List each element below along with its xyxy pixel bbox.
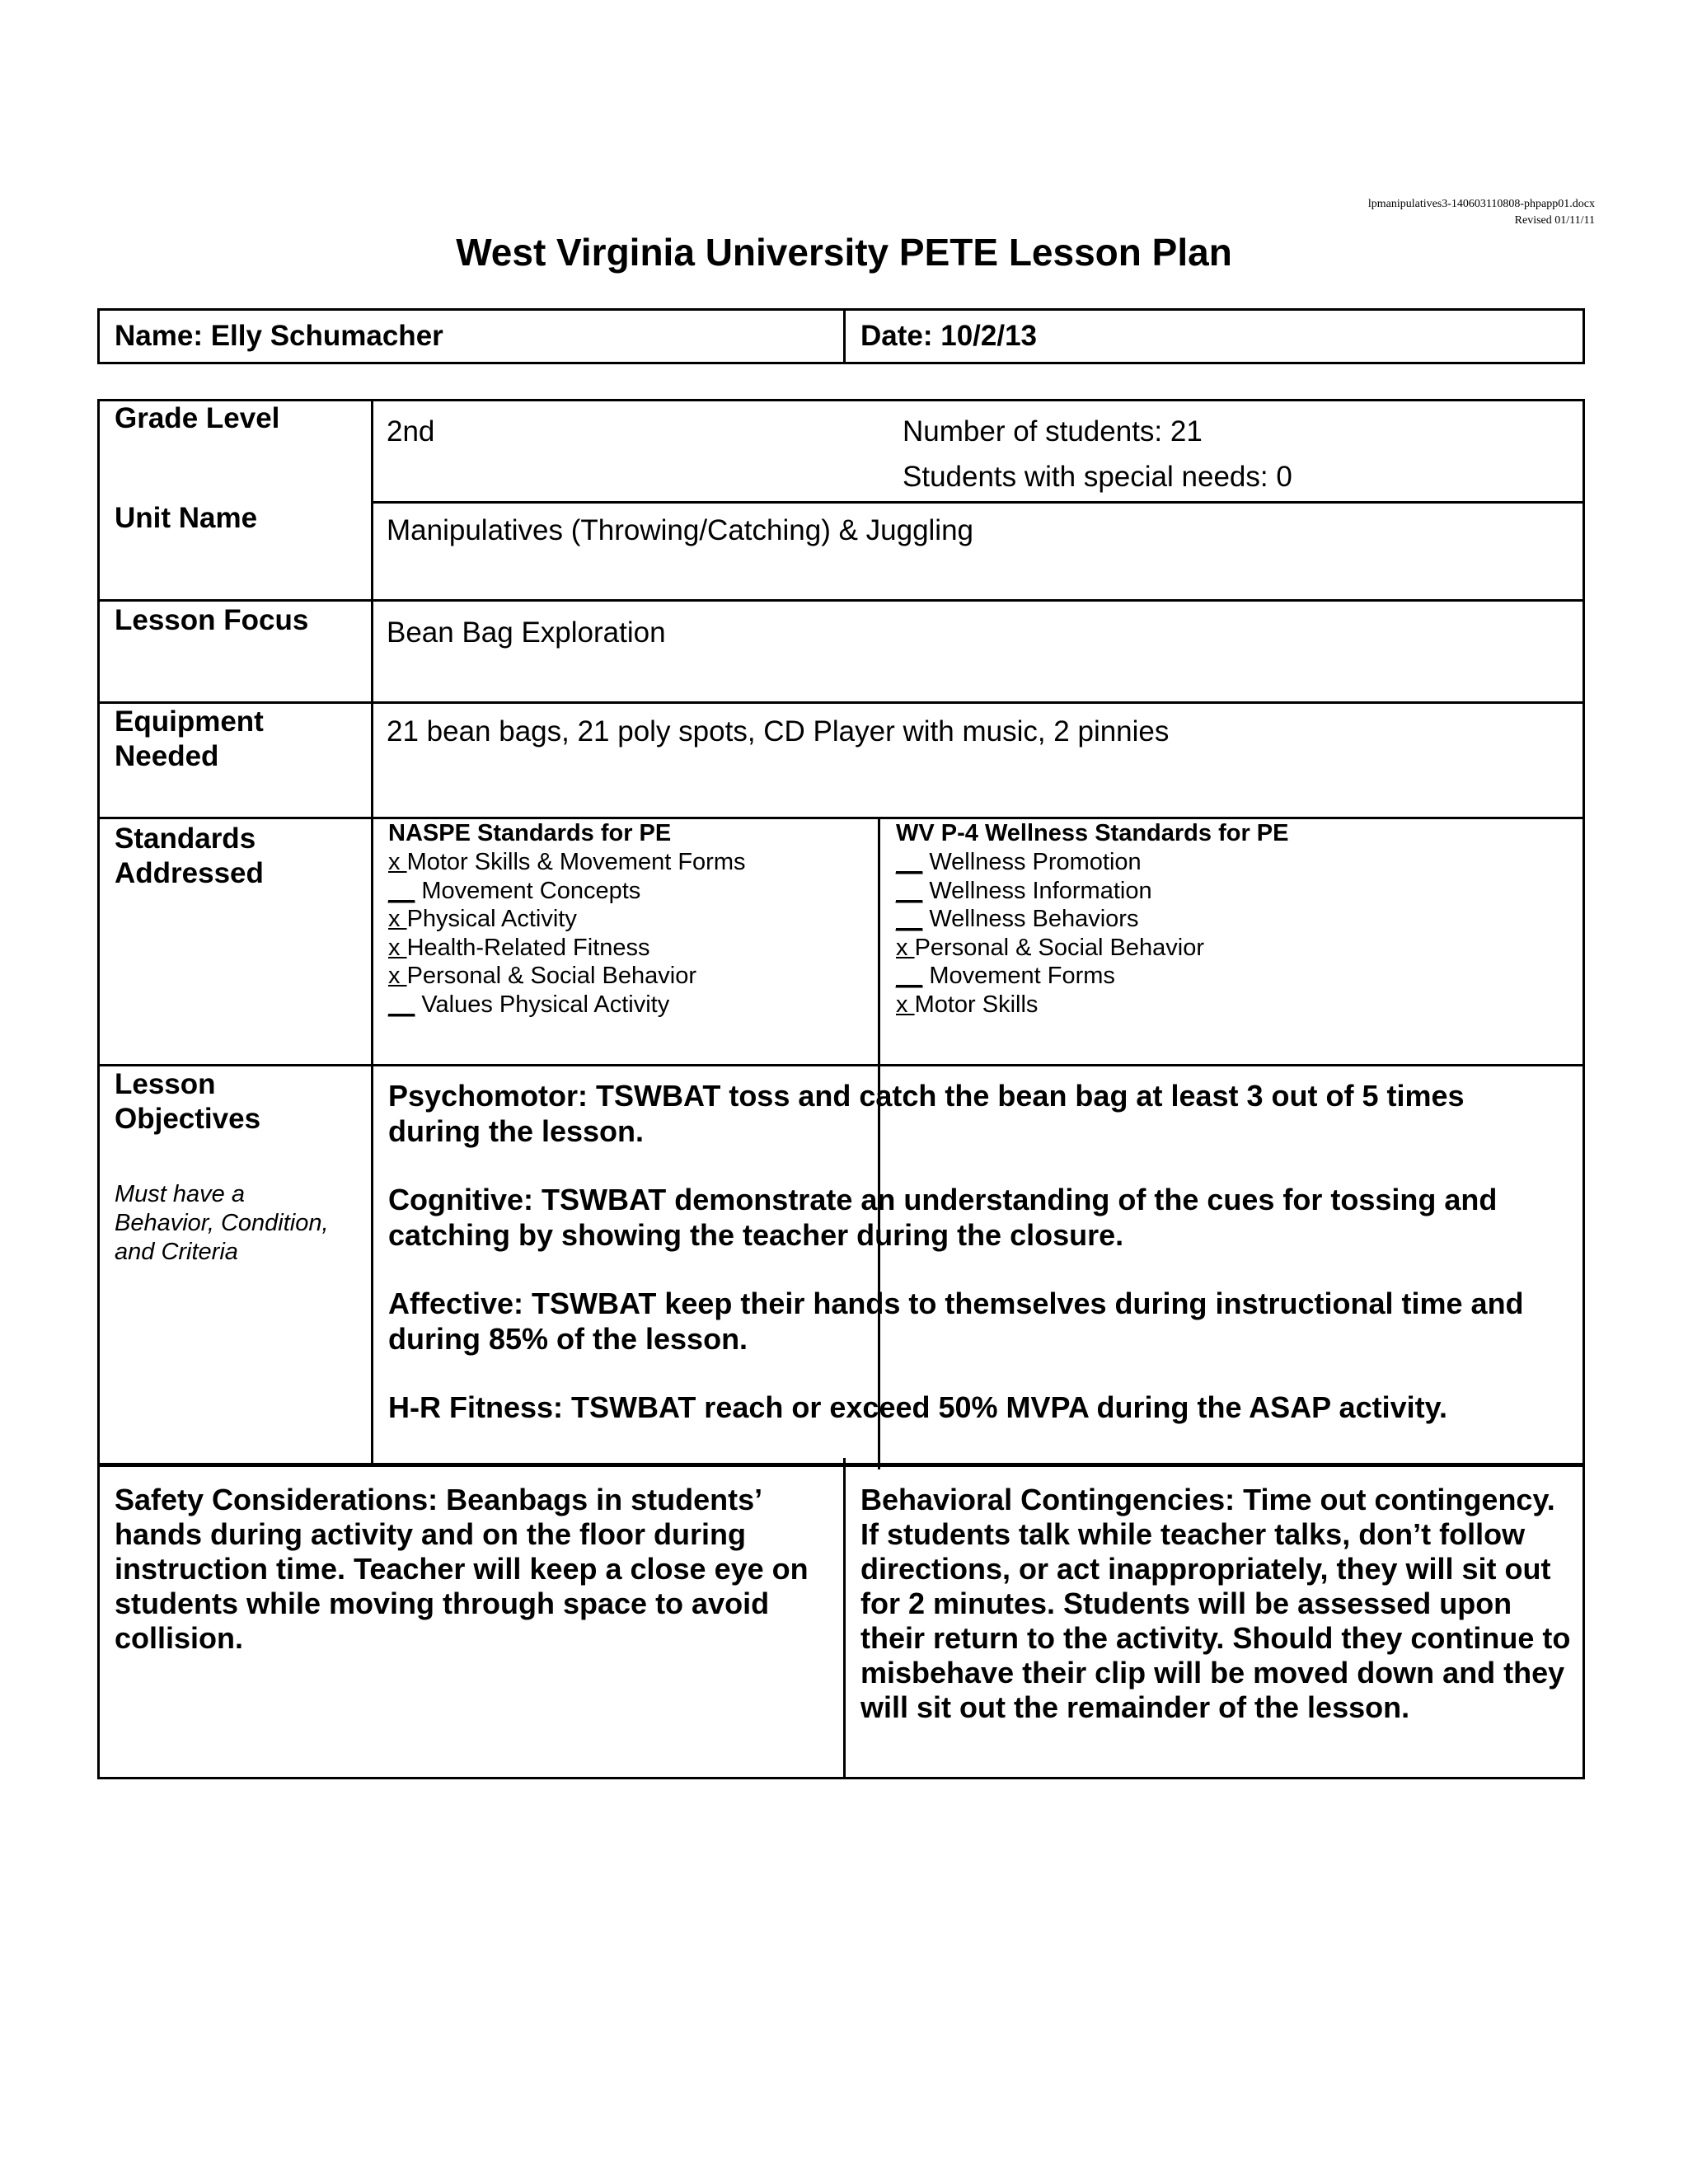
doc-revised: Revised 01/11/11 bbox=[1514, 214, 1595, 227]
page-title: West Virginia University PETE Lesson Plan bbox=[456, 231, 1232, 274]
doc-filename: lpmanipulatives3-140603110808-phpapp01.docx bbox=[1367, 198, 1595, 210]
standard-item: x Motor Skills & Movement Forms bbox=[388, 849, 746, 875]
behavioral-contingencies: Behavioral Contingencies: Time out contingency. If students talk while teacher talks, don’t follow directions, or act inappropriately, they will sit out for 2 minutes. Students will be assessed upon their return to the activity. Should they continue to misbehave their clip will be moved down and they will sit out the remainder of the lesson. bbox=[860, 1483, 1571, 1724]
objective-cognitive: Cognitive: TSWBAT demonstrate an understanding of the cues for tossing and catching by showing the teacher during the closure. bbox=[388, 1183, 1498, 1252]
standard-item: __ Movement Concepts bbox=[388, 877, 641, 904]
row-divider bbox=[100, 701, 1582, 704]
objectives-label: Lesson Objectives bbox=[115, 1068, 261, 1135]
naspe-heading: NASPE Standards for PE bbox=[388, 820, 672, 846]
equipment-label: Equipment Needed bbox=[115, 705, 264, 772]
number-of-students: Number of students: 21 bbox=[903, 415, 1203, 448]
standard-item: x Physical Activity bbox=[388, 906, 577, 932]
standard-item: __ Movement Forms bbox=[896, 963, 1115, 989]
standard-item: x Motor Skills bbox=[896, 991, 1039, 1018]
safety-behavior-box bbox=[97, 1458, 1585, 1779]
lesson-focus-label: Lesson Focus bbox=[115, 604, 309, 636]
wv-heading: WV P-4 Wellness Standards for PE bbox=[896, 820, 1289, 846]
objective-psychomotor: Psychomotor: TSWBAT toss and catch the bean bag at least 3 out of 5 times during the lesson. bbox=[388, 1079, 1465, 1148]
standard-item: x Personal & Social Behavior bbox=[896, 934, 1204, 961]
grade-level-value: 2nd bbox=[387, 415, 435, 448]
lesson-plan-table bbox=[97, 399, 1585, 1467]
label-column-divider bbox=[371, 401, 373, 1463]
standard-item: __ Values Physical Activity bbox=[388, 991, 670, 1018]
name-date-box bbox=[97, 308, 1585, 364]
special-needs: Students with special needs: 0 bbox=[903, 461, 1292, 493]
standard-item: __ Wellness Information bbox=[896, 877, 1152, 904]
safety-considerations: Safety Considerations: Beanbags in students’ hands during activity and on the floor during instruction time. Teacher will keep a close eye on students while moving through space to avoid collision. bbox=[115, 1483, 809, 1655]
name-field: Name: Elly Schumacher bbox=[100, 311, 846, 362]
row-divider bbox=[100, 599, 1582, 602]
standard-item: x Personal & Social Behavior bbox=[388, 963, 696, 989]
objective-hr-fitness: H-R Fitness: TSWBAT reach or exceed 50% MVPA during the ASAP activity. bbox=[388, 1390, 1447, 1424]
wv-standards-list bbox=[896, 819, 1288, 1019]
date-field: Date: 10/2/13 bbox=[860, 320, 1038, 352]
equipment-value: 21 bean bags, 21 poly spots, CD Player with music, 2 pinnies bbox=[387, 715, 1170, 748]
standards-label: Standards Addressed bbox=[115, 823, 264, 889]
standard-item: __ Wellness Promotion bbox=[896, 849, 1142, 875]
safety-behavior-divider bbox=[843, 1458, 846, 1777]
objective-affective: Affective: TSWBAT keep their hands to themselves during instructional time and during 85% of the lesson. bbox=[388, 1286, 1524, 1356]
naspe-standards-list bbox=[388, 819, 745, 1019]
standard-item: __ Wellness Behaviors bbox=[896, 906, 1139, 932]
unit-name-label: Unit Name bbox=[115, 502, 258, 534]
document-meta bbox=[1368, 196, 1595, 229]
objectives-note: Must have a Behavior, Condition, and Criteria bbox=[115, 1181, 329, 1265]
standard-item: x Health-Related Fitness bbox=[388, 934, 650, 961]
grade-level-label: Grade Level bbox=[115, 402, 280, 434]
row-divider bbox=[100, 817, 1582, 819]
row-divider bbox=[371, 501, 1582, 504]
row-divider bbox=[100, 1064, 1582, 1066]
unit-name-value: Manipulatives (Throwing/Catching) & Juggling bbox=[387, 514, 974, 546]
lesson-focus-value: Bean Bag Exploration bbox=[387, 616, 666, 649]
